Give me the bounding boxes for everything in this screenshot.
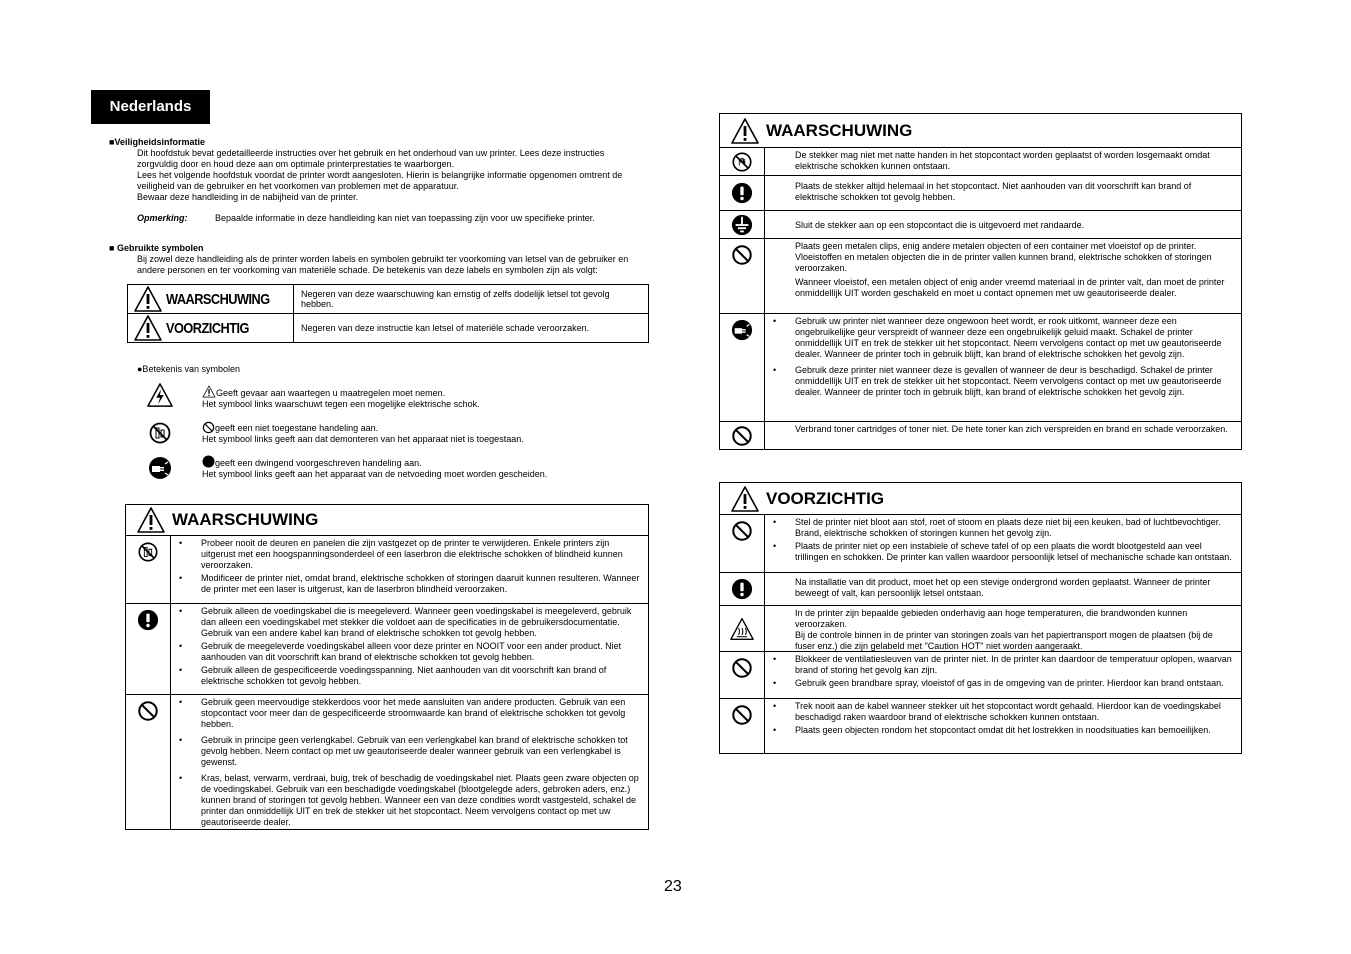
left-warning-table xyxy=(125,504,649,830)
list-item: • Stel de printer niet bloot aan stof, roet of stoom en plaats deze niet bij een keuken, bad of luchtbevochtiger. Brand, elektrische schokken of storingen kunnen het gevolg zijn. xyxy=(795,517,1233,539)
icon-cell xyxy=(720,211,765,238)
icon-cell xyxy=(720,422,765,449)
list-item: • Gebruik in principe geen verlengkabel. Gebruik van een verlengkabel kan brand of elektrische schokken tot gevolg hebben. Neem contact op met uw geautoriseerde dealer wanneer gebruik van een verlengkabel is gewenst. xyxy=(201,735,640,768)
warning-row xyxy=(720,211,1241,239)
legend-text: Negeren van deze waarschuwing kan ernstig of zelfs dodelijk letsel tot gevolg hebben. xyxy=(293,285,648,314)
warning-triangle-icon xyxy=(133,314,163,342)
list-item: • Gebruik deze printer niet wanneer deze is gevallen of wanneer de deur is beschadigd. Schakel de printer onmiddellijk UIT en trek de stekker uit het stopcontact. Neem vervolgens contact op met uw geautoriseerde dealer. Wanneer de printer toch in gebruik blijft, kan brand of elektrische schokken het gevolg zijn. xyxy=(795,365,1233,398)
icon-cell xyxy=(126,604,171,694)
warning-row-text xyxy=(765,239,1241,313)
warning-row xyxy=(126,604,648,695)
caution-row-text xyxy=(765,699,1241,753)
prohibited-icon xyxy=(731,520,753,542)
list-item: • Gebruik de meegeleverde voedingskabel alleen voor deze printer en NOOIT voor een ander product. Niet aanhouden van dit voorschrift kan brand of elektrische schokken tot gevolg hebben. xyxy=(201,641,640,663)
warning-triangle-icon xyxy=(730,117,760,145)
icon-cell xyxy=(720,652,765,698)
symbols-used-paragraph: Bij zowel deze handleiding als de printer worden labels en symbolen gebruikt ter voorkoming van letsel van de gebruiker en andere personen en ter voorkoming van materiële schade. De betekenis van deze labels en symbolen zijn als volgt: xyxy=(137,254,629,275)
page-number: 23 xyxy=(664,878,682,895)
legend-row-warning xyxy=(128,285,649,314)
warning-row xyxy=(720,176,1241,211)
icon-cell xyxy=(720,314,765,421)
caution-row xyxy=(720,515,1241,573)
warning-row-text xyxy=(171,695,648,829)
caution-row xyxy=(720,606,1241,652)
legend-row-caution xyxy=(128,314,649,343)
ground-icon xyxy=(731,214,753,236)
warning-header xyxy=(720,114,1241,148)
mandatory-icon xyxy=(137,609,159,631)
symbol-meaning-text: geeft een dwingend voorgeschreven handeling aan. Het symbool links geeft aan het apparaat van de netvoeding moet worden gescheiden. xyxy=(202,458,548,479)
symbol-meaning-text: geeft een niet toegestane handeling aan. Het symbool links geeft aan dat demonteren van het apparaat niet is toegestaan. xyxy=(202,423,524,444)
caution-row-text xyxy=(765,573,1241,605)
warning-row xyxy=(720,148,1241,176)
caution-row xyxy=(720,652,1241,699)
list-item: • Blokkeer de ventilatiesleuven van de printer niet. In de printer kan daardoor de temperatuur oplopen, waarvan brand of storing het gevolg kan zijn. xyxy=(795,654,1233,676)
paragraph: Plaats de stekker altijd helemaal in het stopcontact. Niet aanhouden van dit voorschrift kan brand of elektrische schokken tot gevolg hebben. xyxy=(795,181,1192,202)
warning-row xyxy=(126,695,648,829)
warning-title: WAARSCHUWING xyxy=(172,510,319,529)
paragraph: Na installatie van dit product, moet het op een stevige ondergrond worden geplaatst. Wanneer de printer beweegt of valt, kan persoonlijk letsel ontstaan. xyxy=(795,577,1211,598)
warning-row xyxy=(720,314,1241,422)
icon-cell xyxy=(720,239,765,313)
icon-cell xyxy=(720,176,765,210)
list-item: • Gebruik alleen de voedingskabel die is meegeleverd. Wanneer geen voedingskabel is meegeleverd, gebruik dan alleen een voedingskabel met stekker die voldoet aan de specificaties in de gebruikersdocumentatie. Gebruik van een andere kabel kan brand of elektrische schokken tot gevolg hebben. xyxy=(201,606,640,639)
warning-row-text xyxy=(765,422,1241,449)
icon-cell xyxy=(720,148,765,175)
icon-cell xyxy=(720,515,765,572)
list-item: • Gebruik geen meervoudige stekkerdoos voor het mede aansluiten van andere producten. Gebruik van een stopcontact voor meer dan de gespecificeerde stroomwaarde kan brand of elektrische schokken tot gevolg hebben. xyxy=(201,697,640,730)
note-text: Bepaalde informatie in deze handleiding kan niet van toepassing zijn voor uw specifieke printer. xyxy=(215,213,595,223)
prohibited-icon xyxy=(731,425,753,447)
mandatory-icon xyxy=(731,182,753,204)
warning-row-text xyxy=(765,176,1241,210)
warning-row xyxy=(720,422,1241,449)
paragraph: Plaats geen metalen clips, enig andere metalen objecten of een container met vloeistof op de printer. Vloeistoffen en metalen objecten die in de printer vallen kunnen brand, elektrische schokken of storingen veroorzaken. xyxy=(795,241,1212,273)
caution-row-text xyxy=(765,606,1241,651)
icon-cell xyxy=(126,536,171,603)
unplug-icon xyxy=(148,456,172,480)
right-caution-table xyxy=(719,482,1242,754)
caution-row xyxy=(720,573,1241,606)
mandatory-icon xyxy=(731,578,753,600)
warning-header xyxy=(126,505,648,536)
prohibited-icon xyxy=(731,704,753,726)
language-tag: Nederlands xyxy=(91,90,210,124)
legend-label: VOORZICHTIG xyxy=(166,319,249,337)
label-legend-table xyxy=(127,284,649,343)
list-item: • Modificeer de printer niet, omdat brand, elektrische schokken of storingen daaruit kunnen resulteren. Wanneer de printer met een laser is uitgerust, kan de laserbron blindheid veroorzaken. xyxy=(201,573,640,595)
list-item: • Trek nooit aan de kabel wanneer stekker uit het stopcontact wordt gehaald. Hierdoor kan de voedingskabel beschadigd raken waardoor brand of elektrische schokken kunnen ontstaan. xyxy=(795,701,1233,723)
warning-title: WAARSCHUWING xyxy=(766,120,913,140)
note-label: Opmerking: xyxy=(137,213,188,223)
warning-triangle-icon xyxy=(730,485,760,513)
warning-row-text xyxy=(171,604,648,694)
warning-row-text xyxy=(765,148,1241,175)
icon-cell xyxy=(720,699,765,753)
caution-row-text xyxy=(765,515,1241,572)
warning-triangle-icon xyxy=(133,285,163,313)
right-warning-table xyxy=(719,113,1242,450)
symbol-meanings-heading: ●Betekenis van symbolen xyxy=(137,364,240,374)
list-item: • Gebruik geen brandbare spray, vloeistof of gas in de omgeving van de printer. Hierdoor kan brand ontstaan. xyxy=(795,678,1233,689)
legend-label: WAARSCHUWING xyxy=(166,290,270,308)
safety-info-heading: ■Veiligheidsinformatie xyxy=(109,137,205,147)
caution-title: VOORZICHTIG xyxy=(766,488,885,508)
icon-cell xyxy=(720,606,765,651)
warning-triangle-icon xyxy=(136,506,166,534)
list-item: • Plaats de printer niet op een instabiele of scheve tafel of op een plaats die wordt blootgesteld aan veel trillingen en schokken. De printer kan vallen waardoor persoonlijk letsel of mechanische schade kan ontstaan. xyxy=(795,541,1233,563)
warning-row xyxy=(126,536,648,604)
list-item: • Probeer nooit de deuren en panelen die zijn vastgezet op de printer te verwijderen. Enkele printers zijn uitgerust met een hoogspanningsonderdeel of een laserbron die elektrische schokken of blindheid kunnen veroorzaken. xyxy=(201,538,640,571)
paragraph: Sluit de stekker aan op een stopcontact die is uitgevoerd met randaarde. xyxy=(795,220,1085,230)
symbol-meaning-text: Geeft gevaar aan waartegen u maatregelen moet nemen. Het symbool links waarschuwt tegen een mogelijke elektrische schok. xyxy=(202,388,480,409)
caution-header xyxy=(720,483,1241,515)
list-item: • Gebruik alleen de gespecificeerde voedingsspanning. Niet aanhouden van dit voorschrift kan brand of elektrische schokken tot gevolg hebben. xyxy=(201,665,640,687)
symbols-used-heading: ■ Gebruikte symbolen xyxy=(109,243,204,253)
electric-shock-icon xyxy=(146,382,174,408)
paragraph: De stekker mag niet met natte handen in het stopcontact worden geplaatst of worden losgemaakt omdat elektrische schokken kunnen ontstaan. xyxy=(795,150,1210,171)
paragraph: In de printer zijn bepaalde gebieden onderhavig aan hoge temperaturen, die brandwonden kunnen veroorzaken. Bij de controle binnen in de printer van storingen zoals van het papiertransport mogen de plaatsen (bij de fuser enz.) die zijn gelabeld met "Caution HOT" niet worden aangeraakt. xyxy=(795,608,1213,651)
paragraph: Wanneer vloeistof, een metalen object of enig ander vreemd materiaal in de printer valt, dan moet de printer onmiddellijk UIT worden geschakeld en moet u contact opnemen met uw geautoriseerde dealer. xyxy=(795,277,1225,298)
safety-info-paragraph: Dit hoofdstuk bevat gedetailleerde instructies over het gebruik en het onderhoud van uw printer. Lees deze instructies zorgvuldig door en houd deze aan om optimale printerprestaties te waarborgen. Lees het volgende hoofdstuk voordat de printer wordt aangesloten. Hierin is belangrijke informatie opgenomen omtrent de veiligheid van de gebruiker en het voorkomen van problemen met de apparatuur. Bewaar deze handleiding in de nabijheid van de printer. xyxy=(137,148,623,202)
prohibited-icon xyxy=(731,657,753,679)
prohibited-icon xyxy=(137,700,159,722)
icon-cell xyxy=(126,695,171,829)
no-wet-hands-icon xyxy=(731,151,753,173)
warning-row-text xyxy=(171,536,648,603)
list-item: • Kras, belast, verwarm, verdraai, buig, trek of beschadig de voedingskabel niet. Plaats geen zware objecten op de voedingskabel. Gebruik van een beschadigde voedingskabel (blootgelegde aders, gebroken aders, enz.) kunnen brand of storingen tot gevolg hebben. Wanneer een van deze condities wordt vastgesteld, schakel de printer dan onmiddellijk UIT en trek de stekker uit het stopcontact. Neem vervolgens contact op met uw geautoriseerde dealer. xyxy=(201,773,640,828)
list-item: • Plaats geen objecten rondom het stopcontact omdat dit het lostrekken in noodsituaties kan bemoeilijken. xyxy=(795,725,1233,736)
paragraph: Verbrand toner cartridges of toner niet. De hete toner kan zich verspreiden en brand en schade veroorzaken. xyxy=(795,424,1228,434)
unplug-icon xyxy=(731,319,753,341)
no-disassemble-icon xyxy=(137,541,159,563)
caution-row xyxy=(720,699,1241,753)
caution-row-text xyxy=(765,652,1241,698)
icon-cell xyxy=(720,573,765,605)
no-disassemble-icon xyxy=(148,421,172,445)
list-item: • Gebruik uw printer niet wanneer deze ongewoon heet wordt, er rook uitkomt, wanneer deze een ongebruikelijke geur verspreidt of wanneer deze een ongebruikelijk geluid maakt. Schakel de printer onmiddellijk UIT en trek de stekker uit het stopcontact. Neem vervolgens contact op met uw geautoriseerde dealer. Wanneer de printer toch in gebruik blijft, kan brand of elektrische schokken het gevolg zijn. xyxy=(795,316,1233,360)
legend-text: Negeren van deze instructie kan letsel of materiële schade veroorzaken. xyxy=(293,314,648,343)
prohibited-icon xyxy=(731,244,753,266)
warning-row-text xyxy=(765,314,1241,421)
warning-row xyxy=(720,239,1241,314)
warning-row-text xyxy=(765,211,1241,238)
hot-surface-icon xyxy=(729,617,755,641)
